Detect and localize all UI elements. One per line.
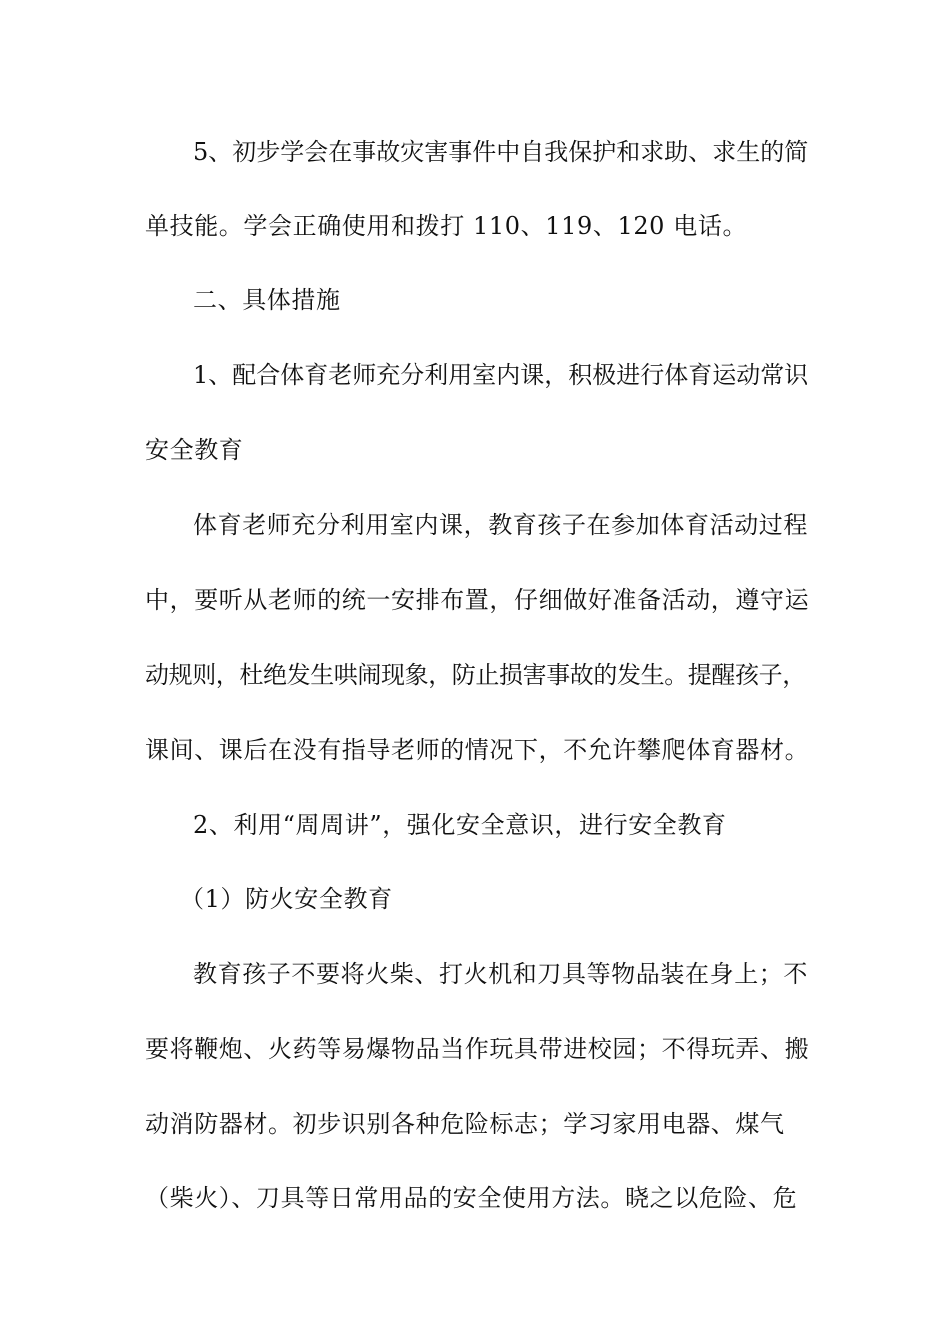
subsection-heading: （1）防火安全教育 — [180, 885, 393, 913]
section-heading: 二、具体措施 — [193, 286, 341, 314]
text-line: 动消防器材。初步识别各种危险标志；学习家用电器、煤气 — [145, 1110, 785, 1138]
text-line: 5、初步学会在事故灾害事件中自我保护和求助、求生的简 — [193, 138, 809, 166]
text-line: 中，要听从老师的统一安排布置，仔细做好准备活动，遵守运 — [145, 586, 810, 614]
text-line: （柴火）、刀具等日常用品的安全使用方法。晓之以危险、危 — [145, 1184, 798, 1212]
text-line: 课间、课后在没有指导老师的情况下，不允许攀爬体育器材。 — [145, 736, 810, 764]
text-line: 安全教育 — [145, 436, 244, 464]
text-line: 动规则，杜绝发生哄闹现象，防止损害事故的发生。提醒孩子， — [145, 661, 806, 689]
text-line: 教育孩子不要将火柴、打火机和刀具等物品装在身上；不 — [193, 960, 808, 988]
text-line: 2、利用“周周讲”，强化安全意识，进行安全教育 — [193, 811, 727, 839]
text-line: 单技能。学会正确使用和拨打 110、119、120 电话。 — [145, 212, 748, 240]
text-line: 要将鞭炮、火药等易爆物品当作玩具带进校园；不得玩弄、搬 — [145, 1035, 810, 1063]
text-line: 体育老师充分利用室内课，教育孩子在参加体育活动过程 — [193, 511, 808, 539]
text-line: 1、配合体育老师充分利用室内课，积极进行体育运动常识 — [193, 361, 809, 389]
